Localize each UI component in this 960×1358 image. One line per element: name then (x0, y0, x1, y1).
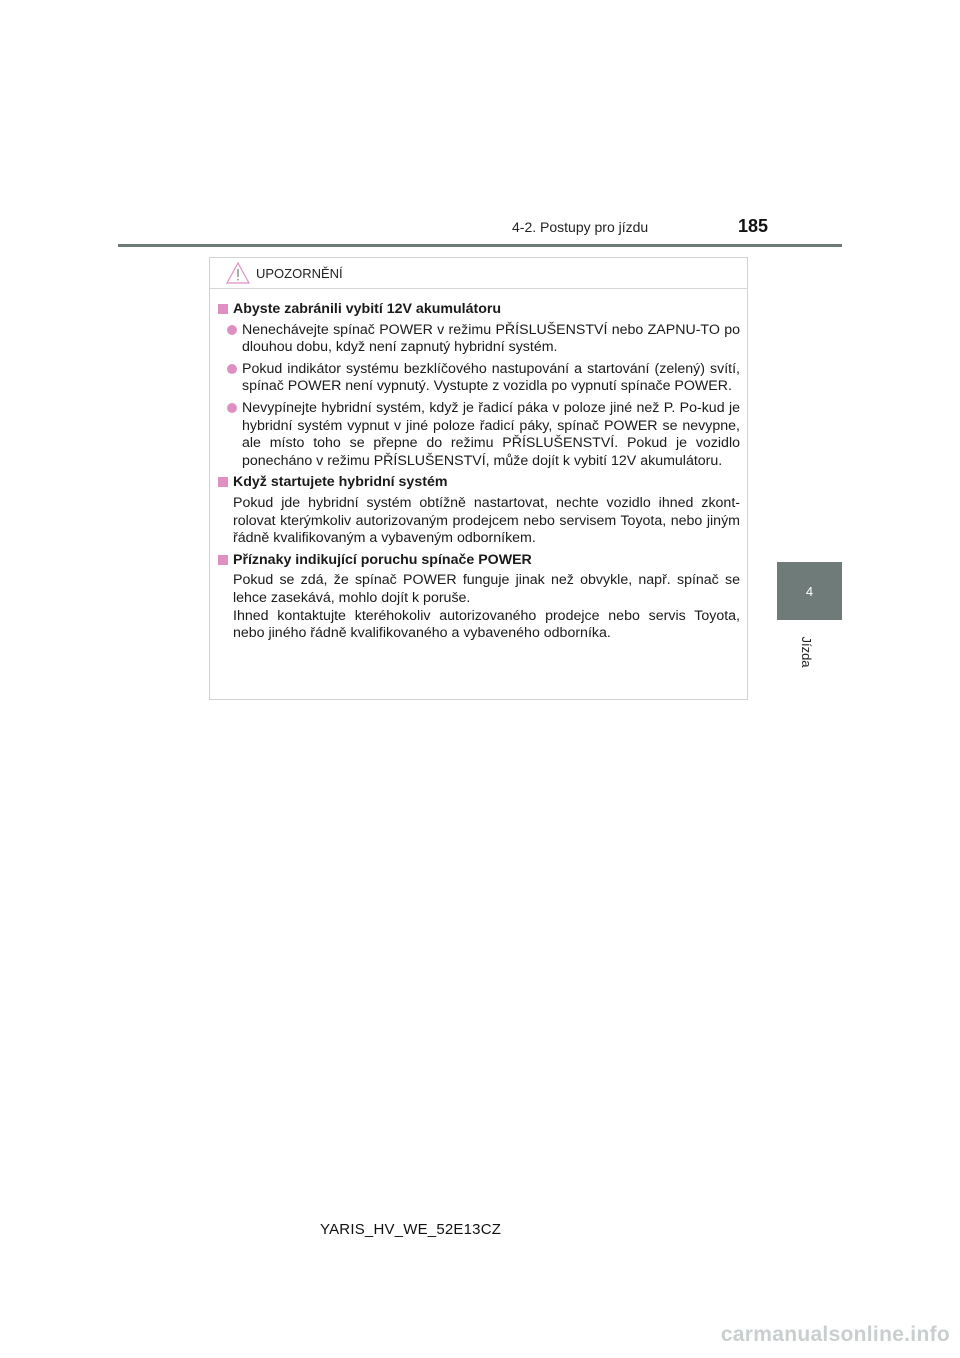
section-malfunction (218, 552, 740, 643)
caution-box (209, 257, 748, 700)
list-item (218, 400, 740, 470)
header-section-title: 4-2. Postupy pro jízdu (512, 219, 649, 235)
warning-triangle-icon (226, 262, 250, 284)
list-item (218, 322, 740, 357)
chapter-tab (777, 562, 842, 620)
chapter-tab-label: Jízda (799, 636, 815, 668)
watermark: carmanualsonline.info (720, 1323, 950, 1346)
paragraph: Pokud jde hybridní systém obtížně nastartovat, nechte vozidlo ihned zkont-rolovat kterýmkoliv autorizovaným prodejcem nebo servisem Toyota, nebo jiným řádně kvalifikovaným a vybaveným odborníkem. (233, 494, 740, 547)
square-bullet-icon (218, 555, 228, 565)
square-bullet-icon (218, 304, 228, 314)
round-bullet-icon (227, 325, 237, 335)
paragraph: Pokud se zdá, že spínač POWER funguje jinak než obvykle, např. spínač se lehce zasekává, mohlo dojít k poruše. (233, 572, 740, 606)
section-starting (218, 474, 740, 547)
caution-body (210, 289, 747, 643)
round-bullet-icon (227, 364, 237, 374)
paragraph: Ihned kontaktujte kteréhokoliv autorizovaného prodejce nebo servis Toyota, nebo jiného řádně kvalifikovaného a vybaveného odborníka. (233, 607, 740, 642)
caution-title: UPOZORNĚNÍ (256, 265, 343, 281)
section-heading: Abyste zabránili vybití 12V akumulátoru (218, 301, 740, 319)
page-number: 185 (738, 216, 769, 236)
bullet-text: Nenechávejte spínač POWER v režimu PŘÍSLUŠENSTVÍ nebo ZAPNU-TO po dlouhou dobu, když není zapnutý hybridní systém. (242, 321, 740, 356)
section-heading: Když startujete hybridní systém (218, 474, 740, 492)
chapter-tab-number: 4 (805, 583, 814, 599)
bullet-text: Nevypínejte hybridní systém, když je řadicí páka v poloze jiné než P. Po-kud je hybridní systém vypnut v jiné poloze řadicí páky, spínač POWER se nevypne, ale místo toho se přepne do režimu PŘÍSLUŠENSTVÍ. Pokud je vozidlo ponecháno v režimu PŘÍSLUŠENSTVÍ, může dojít k vybití 12V akumulátoru. (242, 399, 740, 469)
section-battery (218, 301, 740, 470)
list-item (218, 361, 740, 396)
caution-header (210, 258, 747, 289)
square-bullet-icon (218, 477, 228, 487)
round-bullet-icon (227, 403, 237, 413)
bullet-text: Pokud indikátor systému bezklíčového nastupování a startování (zelený) svítí, spínač POWER není vypnutý. Vystupte z vozidla po vypnutí spínače POWER. (242, 360, 740, 395)
header-rule (118, 244, 842, 247)
footer-document-code: YARIS_HV_WE_52E13CZ (320, 1221, 502, 1238)
section-heading: Příznaky indikující poruchu spínače POWER (218, 552, 740, 570)
